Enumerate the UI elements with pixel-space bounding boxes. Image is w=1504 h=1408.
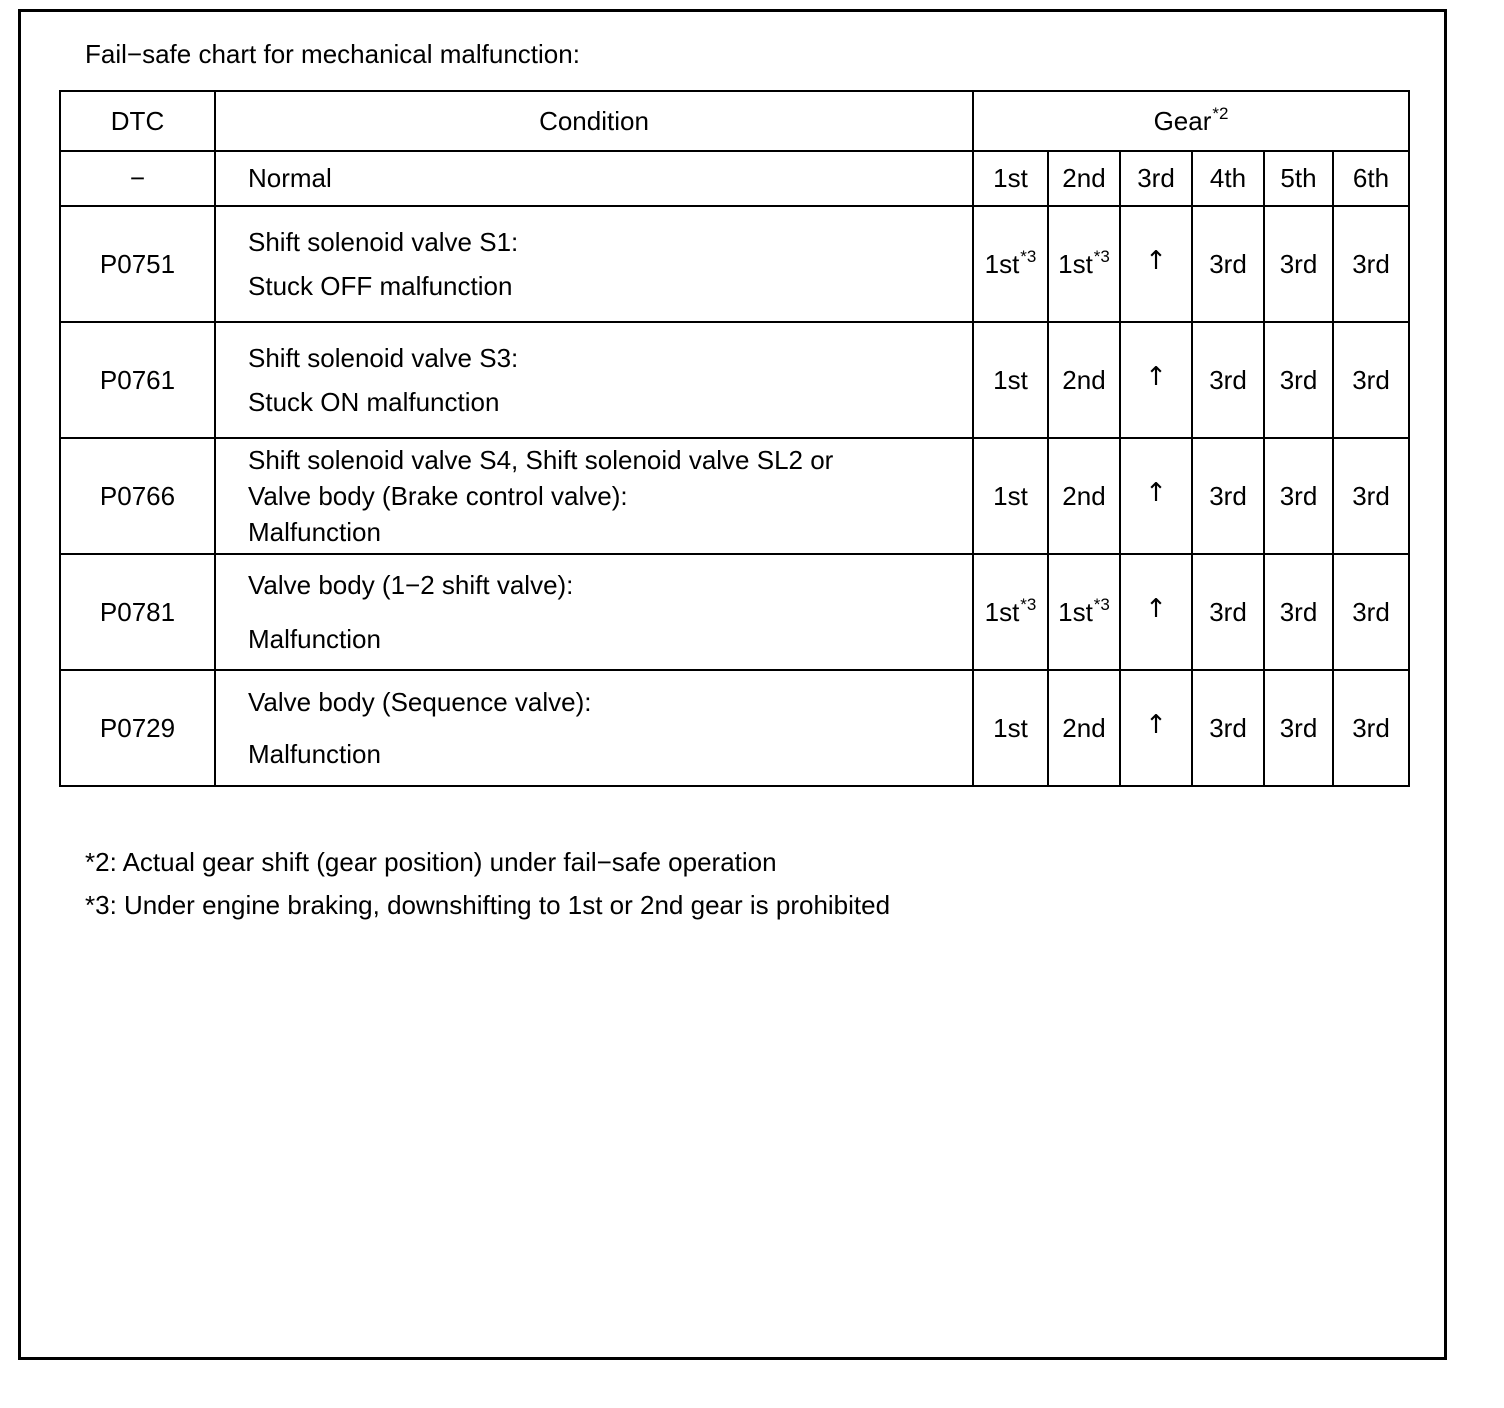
gear-cell: 3rd	[1264, 670, 1333, 786]
chart-title: Fail−safe chart for mechanical malfunction:	[85, 39, 580, 69]
condition-line: Stuck ON malfunction	[248, 387, 500, 417]
gear-cell: 3rd	[1264, 438, 1333, 554]
footnote: *3: Under engine braking, downshifting to 1st or 2nd gear is prohibited	[85, 890, 891, 920]
gear-col-1st: 1st	[973, 151, 1048, 206]
condition-line: Stuck OFF malfunction	[248, 271, 513, 301]
gear-note: *3	[1093, 246, 1110, 266]
fail-safe-table	[59, 90, 1410, 787]
normal-condition: Normal	[215, 151, 973, 206]
gear-cell: 2nd	[1048, 670, 1120, 786]
gear-cell: 3rd	[1333, 554, 1409, 670]
gear-cell	[1120, 554, 1192, 670]
header-row	[60, 91, 1409, 151]
table-body	[60, 91, 1409, 786]
condition-cell	[215, 554, 973, 670]
table-row	[60, 554, 1409, 670]
gear-cell: 3rd	[1192, 438, 1264, 554]
gear-value: 1st	[984, 596, 1020, 627]
normal-dtc: −	[60, 151, 215, 206]
condition-line: Valve body (1−2 shift valve):	[248, 570, 574, 600]
gear-cell: 1st	[973, 322, 1048, 438]
condition-line: Shift solenoid valve S1:	[248, 227, 519, 257]
gear-cell: 3rd	[1192, 322, 1264, 438]
gear-cell: 3rd	[1333, 438, 1409, 554]
gear-cell	[1048, 554, 1120, 670]
gear-cell: 3rd	[1192, 670, 1264, 786]
dtc-header: DTC	[60, 91, 215, 151]
gear-cell: 2nd	[1048, 438, 1120, 554]
gear-value: 1st	[984, 248, 1020, 279]
gear-value: 1st	[1058, 248, 1093, 279]
gear-cell: 3rd	[1333, 206, 1409, 322]
up-arrow-icon: ↑	[1145, 245, 1167, 276]
table-row	[60, 438, 1409, 554]
gear-col-4th: 4th	[1192, 151, 1264, 206]
gear-cell: 1st	[973, 438, 1048, 554]
up-arrow-icon: ↑	[1145, 361, 1167, 392]
gear-cell: 3rd	[1264, 206, 1333, 322]
dtc-cell: P0751	[60, 206, 215, 322]
gear-cell: 2nd	[1048, 322, 1120, 438]
footnote: *2: Actual gear shift (gear position) under fail−safe operation	[85, 847, 777, 877]
gear-cell: 3rd	[1192, 554, 1264, 670]
gear-col-6th: 6th	[1333, 151, 1409, 206]
gear-cell	[1120, 322, 1192, 438]
condition-line: Malfunction	[248, 517, 381, 547]
dtc-cell: P0766	[60, 438, 215, 554]
dtc-cell: P0729	[60, 670, 215, 786]
condition-line: Malfunction	[248, 624, 381, 654]
condition-header: Condition	[215, 91, 973, 151]
table-row	[60, 322, 1409, 438]
gear-cell	[1048, 206, 1120, 322]
gear-col-5th: 5th	[1264, 151, 1333, 206]
condition-line: Shift solenoid valve S4, Shift solenoid valve SL2 or	[248, 445, 834, 475]
gear-cell: 3rd	[1192, 206, 1264, 322]
gear-cell: 3rd	[1333, 322, 1409, 438]
up-arrow-icon: ↑	[1145, 709, 1167, 740]
gear-cell	[1120, 206, 1192, 322]
condition-line: Valve body (Brake control valve):	[248, 481, 628, 511]
condition-line: Valve body (Sequence valve):	[248, 687, 592, 717]
normal-row	[60, 151, 1409, 206]
gear-cell: 3rd	[1264, 322, 1333, 438]
gear-cell	[973, 206, 1048, 322]
gear-note: *3	[1093, 594, 1110, 614]
table-row	[60, 670, 1409, 786]
condition-cell	[215, 670, 973, 786]
gear-cell: 3rd	[1264, 554, 1333, 670]
up-arrow-icon: ↑	[1145, 593, 1167, 624]
gear-note: *3	[1020, 246, 1037, 266]
up-arrow-icon: ↑	[1145, 477, 1167, 508]
gear-col-3rd: 3rd	[1120, 151, 1192, 206]
dtc-cell: P0761	[60, 322, 215, 438]
gear-col-2nd: 2nd	[1048, 151, 1120, 206]
condition-line: Shift solenoid valve S3:	[248, 343, 519, 373]
gear-header-label: Gear	[1153, 105, 1212, 136]
gear-cell	[1120, 670, 1192, 786]
table-row	[60, 206, 1409, 322]
gear-cell	[973, 554, 1048, 670]
gear-header-note: *2	[1212, 103, 1229, 123]
condition-cell	[215, 322, 973, 438]
dtc-cell: P0781	[60, 554, 215, 670]
gear-value: 1st	[1058, 596, 1093, 627]
condition-cell	[215, 438, 973, 554]
gear-header	[973, 91, 1409, 151]
gear-cell: 3rd	[1333, 670, 1409, 786]
gear-cell	[1120, 438, 1192, 554]
condition-line: Malfunction	[248, 739, 381, 769]
condition-cell	[215, 206, 973, 322]
gear-note: *3	[1020, 594, 1037, 614]
gear-cell: 1st	[973, 670, 1048, 786]
